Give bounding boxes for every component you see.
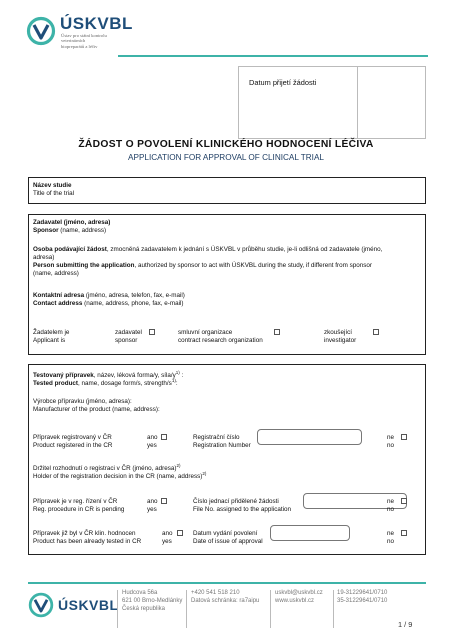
- pending-yes-label-en: yes: [147, 506, 157, 513]
- registered-yes-label-cz: ano: [147, 434, 158, 441]
- study-name-label-en: Title of the trial: [33, 190, 75, 197]
- applicant-section: [28, 214, 426, 355]
- fileno-label-en: File No. assigned to the application: [193, 506, 292, 513]
- role-sponsor-label-en: sponsor: [115, 337, 138, 344]
- manufacturer-label-cz: Výrobce přípravku (jméno, adresa):: [33, 398, 132, 405]
- received-stamp-field[interactable]: [357, 66, 427, 139]
- footer-divider: [28, 582, 426, 584]
- pending-no-label-en: no: [387, 506, 395, 513]
- pending-no-label-cz: ne: [387, 498, 395, 505]
- submitter-label-cz: Osoba podávající žádost, zmocněná zadavatelem k jednání s ÚSKVBL v průběhu studie, je-li odlišná od zadavatele (jméno,: [33, 246, 383, 253]
- tested-before-yes-label-en: yes: [162, 538, 172, 545]
- regnum-label-en: Registration Number: [193, 442, 251, 449]
- applicant-role-label-cz: Žadatelem je: [33, 329, 70, 336]
- uskvbl-logo-icon: [26, 16, 56, 46]
- tested-product-label-cz: Testovaný přípravek, název, léková forma/y, síla/$y^{1)}$ :: [33, 370, 184, 380]
- footer-address: Hudcova 56a 621 00 Brno-Medlánky Česká republika: [122, 590, 183, 612]
- pending-label-cz: Přípravek je v reg. řízení v ČR: [33, 498, 118, 505]
- pending-yes-label-cz: ano: [147, 498, 158, 505]
- applicant-role-label-en: Applicant is: [33, 337, 66, 344]
- footer-separator-4: [333, 590, 334, 628]
- form-title-en: APPLICATION FOR APPROVAL OF CLINICAL TRIAL: [128, 153, 324, 162]
- tested-before-label-en: Product has been already tested in CR: [33, 538, 142, 545]
- footer-phone: +420 541 518 210 Datová schránka: ra7aipu: [191, 590, 260, 604]
- tested-product-label-en: Tested product, name, dosage form/s, strength/$s^{1)}$:: [33, 378, 178, 388]
- submitter-label-en: Person submitting the application, authorized by sponsor to act with ÚSKVBL during the study, if different from sponsor: [33, 262, 373, 269]
- approval-date-input[interactable]: [270, 525, 350, 541]
- tested-before-no-checkbox[interactable]: [401, 530, 407, 536]
- study-name-field[interactable]: [119, 181, 419, 200]
- registered-no-label-en: no: [387, 442, 395, 449]
- footer-logo-name: ÚSKVBL: [58, 597, 119, 613]
- contact-label-cz: Kontaktní adresa (jméno, adresa, telefon, fax, e-mail): [33, 292, 185, 299]
- pending-yes-checkbox[interactable]: [161, 498, 167, 504]
- registered-label-en: Product registered in the CR: [33, 442, 113, 449]
- contact-label-en: Contact address (name, address, phone, fax, e-mail): [33, 300, 184, 307]
- footer-web: uskvbl@uskvbl.cz www.uskvbl.cz: [275, 590, 323, 604]
- tested-before-label-cz: Přípravek již byl v ČR klin. hodnocen: [33, 530, 136, 537]
- holder-label-cz: Držitel rozhodnutí o registraci v ČR (jméno, adresa)$^{2)}$: [33, 463, 181, 473]
- sponsor-label-en: Sponsor (name, address): [33, 227, 107, 234]
- study-section: [28, 177, 426, 204]
- role-investigator-label-en: investigator: [324, 337, 357, 344]
- logo-subtitle: Ústav pro státní kontrolu veterinárních biopreparátů a léčiv: [61, 33, 107, 49]
- registered-label-cz: Přípravek registrovaný v ČR: [33, 434, 112, 441]
- submitter-label-en-line2: (name, address): [33, 270, 79, 277]
- logo-name: ÚSKVBL: [60, 14, 133, 33]
- registered-no-checkbox[interactable]: [401, 434, 407, 440]
- pending-label-en: Reg. procedure in CR is pending: [33, 506, 125, 513]
- role-sponsor-label-cz: zadavatel: [115, 329, 142, 336]
- received-date-box: [238, 66, 426, 139]
- header-divider: [118, 55, 428, 57]
- approval-date-label-en: Date of issue of approval: [193, 538, 263, 545]
- registered-no-label-cz: ne: [387, 434, 395, 441]
- role-sponsor-checkbox[interactable]: [149, 329, 155, 335]
- sponsor-label-cz: Zadavatel (jméno, adresa): [33, 219, 111, 226]
- tested-before-yes-label-cz: ano: [162, 530, 173, 537]
- role-investigator-checkbox[interactable]: [373, 329, 379, 335]
- holder-label-en: Holder of the registration decision in the CR (name, address)$^{2)}$: [33, 471, 207, 481]
- role-cro-label-en: contract research organization: [178, 337, 263, 344]
- registered-yes-checkbox[interactable]: [161, 434, 167, 440]
- footer-ids: 19-31229641/0710 35-31229641/0710: [337, 590, 388, 604]
- pending-no-checkbox[interactable]: [401, 498, 407, 504]
- registration-number-input[interactable]: [257, 429, 362, 445]
- received-date-label: Datum přijetí žádosti: [249, 78, 317, 87]
- submitter-label-cz-line2: adresa): [33, 254, 55, 261]
- registered-yes-label-en: yes: [147, 442, 157, 449]
- role-investigator-label-cz: zkoušející: [324, 329, 352, 336]
- page-number: 1 / 9: [398, 620, 413, 629]
- manufacturer-label-en: Manufacturer of the product (name, address):: [33, 406, 160, 413]
- tested-before-no-label-en: no: [387, 538, 395, 545]
- tested-before-no-label-cz: ne: [387, 530, 395, 537]
- form-title-cz: ŽÁDOST O POVOLENÍ KLINICKÉHO HODNOCENÍ LÉČIVA: [78, 139, 374, 150]
- regnum-label-cz: Registrační číslo: [193, 434, 240, 441]
- footer-separator-3: [270, 590, 271, 628]
- product-section: [28, 364, 426, 555]
- footer-separator-2: [186, 590, 187, 628]
- approval-date-label-cz: Datum vydání povolení: [193, 530, 258, 537]
- study-name-label-cz: Název studie: [33, 182, 72, 189]
- role-cro-label-cz: smluvní organizace: [178, 329, 233, 336]
- role-cro-checkbox[interactable]: [274, 329, 280, 335]
- footer-separator-1: [117, 590, 118, 628]
- tested-before-yes-checkbox[interactable]: [177, 530, 183, 536]
- fileno-label-cz: Číslo jednací přidělené žádosti: [193, 498, 279, 505]
- footer-logo-icon: [28, 592, 54, 618]
